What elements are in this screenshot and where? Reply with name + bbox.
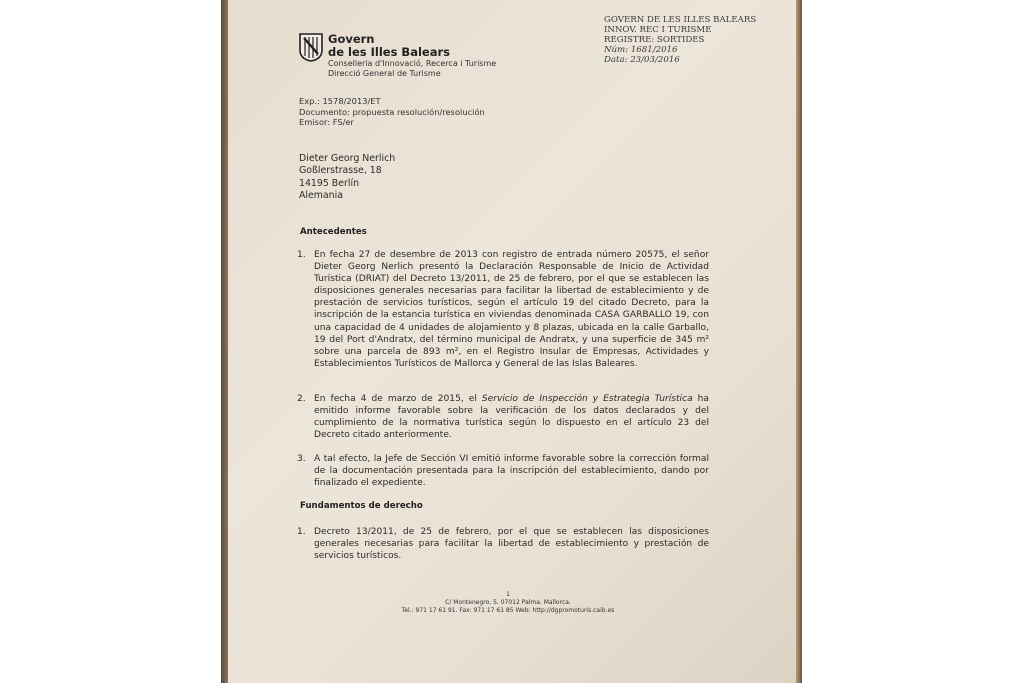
book-spine-right — [796, 0, 802, 683]
item-text-part: ha emitido informe favorable sobre la verificación de los datos declarados y del cumplimiento de la normativa turística según lo dispuesto en el artículo 23 del Decreto citado anteriormente. — [314, 394, 709, 441]
recipient-street: Goßlerstrasse, 18 — [299, 165, 382, 177]
item-number: 1. — [297, 527, 306, 537]
item-text-italic: Servicio de Inspección y Estrategia Turística — [481, 394, 693, 404]
registry-stamp — [604, 15, 756, 65]
footer-address: C/ Montenegro, 5. 07012 Palma. Mallorca. — [445, 599, 571, 606]
stamp-line2: INNOV. REC I TURISME — [604, 25, 712, 35]
expedient-ref: Exp.: 1578/2013/ET — [299, 96, 381, 106]
document-page — [228, 0, 796, 683]
section-heading-antecedentes: Antecedentes — [300, 227, 367, 237]
recipient-address — [299, 153, 395, 203]
item-number: 2. — [297, 394, 306, 404]
stamp-number: Núm: 1681/2016 — [604, 45, 678, 55]
item-text: En fecha 27 de desembre de 2013 con registro de entrada número 20575, el señor Dieter Georg Nerlich presentó la Declaración Responsable de Inicio de Actividad Turística (DRIAT) del Decreto 13/2011, de 25 de febrero, por el que se establecen las disposiciones generales necesarias para facilitar la libertad de establecimiento y de prestación de servicios turísticos, según el artículo 19 del citado Decreto, para la inscripción de la estancia turística en viviendas denominada CASA GARBALLO 19, con una capacidad de 4 unidades de alojamiento y 8 plazas, ubicada en la calle Garballo, 19 del Port d'Andratx, del término municipal de Andratx, y una superficie de 345 m² sobre una parcela de 893 m², en el Registro Insular de Empresas, Actividades y Establecimientos Turísticos de Mallorca y General de las Islas Baleares. — [314, 250, 709, 369]
antecedente-item-2 — [297, 393, 709, 441]
stamp-line1: GOVERN DE LES ILLES BALEARS — [604, 15, 757, 25]
balearic-shield-icon — [298, 32, 324, 62]
letterhead-department-line2: Direcció General de Turisme — [328, 69, 441, 78]
recipient-city: 14195 Berlín — [299, 177, 360, 189]
book-spine-left — [221, 0, 228, 683]
antecedente-item-1 — [297, 249, 709, 370]
item-text: A tal efecto, la Jefe de Sección VI emitió informe favorable sobre la corrección formal de la documentación presentada para la inscripción del establecimiento, dando por finalizado el expediente. — [314, 454, 709, 489]
letterhead-name-line2: de les Illes Balears — [328, 45, 450, 59]
reference-block — [299, 96, 485, 128]
page-footer — [358, 591, 658, 615]
fundamento-item-1 — [297, 526, 709, 562]
recipient-name: Dieter Georg Nerlich — [299, 153, 396, 164]
document-type: Documento: propuesta resolución/resolución — [299, 106, 485, 117]
item-number: 3. — [297, 454, 306, 464]
antecedente-item-3 — [297, 453, 709, 489]
item-text — [314, 393, 709, 441]
recipient-country: Alemania — [299, 190, 343, 202]
item-text: Decreto 13/2011, de 25 de febrero, por el que se establecen las disposiciones generales necesarias para facilitar la libertad de establecimiento y prestación de servicios turísticos. — [314, 527, 709, 562]
item-number: 1. — [297, 250, 306, 260]
item-text-part: En fecha 4 de marzo de 2015, el — [314, 394, 482, 404]
footer-contact: Tel.: 971 17 61 91. Fax: 971 17 61 85 Web: http://dgpromoturis.caib.es — [401, 607, 615, 614]
section-heading-fundamentos: Fundamentos de derecho — [300, 501, 423, 511]
page-number: 1 — [506, 591, 510, 598]
letterhead-name-line1: Govern — [328, 32, 375, 46]
letterhead-name — [328, 33, 450, 59]
letterhead-department-line1: Conselleria d'Innovació, Recerca i Turisme — [328, 59, 497, 68]
stamp-line3: REGISTRE: SORTIDES — [604, 35, 705, 45]
stamp-date: Data: 23/03/2016 — [604, 55, 680, 65]
letterhead-department — [328, 59, 496, 79]
sender-ref: Emisor: FS/er — [299, 117, 354, 127]
